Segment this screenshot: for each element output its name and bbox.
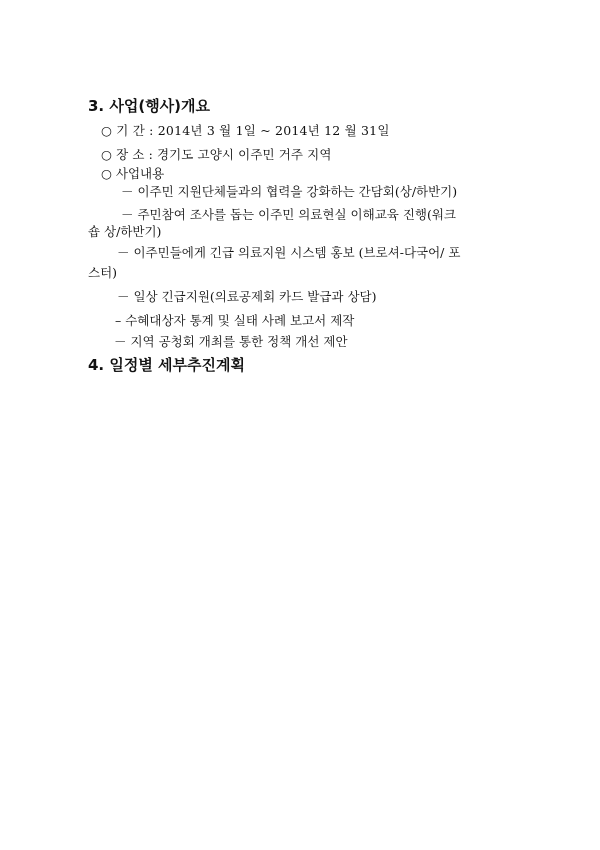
list-item: － 이주민들에게 긴급 의료지원 시스템 홍보 (브로셔-다국어/ 포 [117,245,461,260]
list-item: － 지역 공청회 개최를 통한 정책 개선 제안 [114,334,348,349]
section-3-heading: 3. 사업(행사)개요 [88,97,211,115]
list-item: – 수혜대상자 통계 및 실태 사례 보고서 제작 [115,313,355,328]
list-item: － 일상 긴급지원(의료공제회 카드 발급과 상담) [117,289,377,304]
period-line: ○ 기 간 : 2014년 3 월 1일 ~ 2014년 12 월 31일 [101,123,390,138]
list-item-continuation: 숍 상/하반기) [88,224,162,239]
content-label: ○ 사업내용 [101,166,165,181]
place-line: ○ 장 소 : 경기도 고양시 이주민 거주 지역 [101,147,332,162]
list-item-continuation: 스터) [88,265,118,280]
list-item: － 주민참여 조사를 돕는 이주민 의료현실 이해교육 진행(워크 [121,207,456,222]
list-item: － 이주민 지원단체들과의 협력을 강화하는 간담회(상/하반기) [121,184,458,199]
section-4-heading: 4. 일정별 세부추진계획 [88,356,245,374]
